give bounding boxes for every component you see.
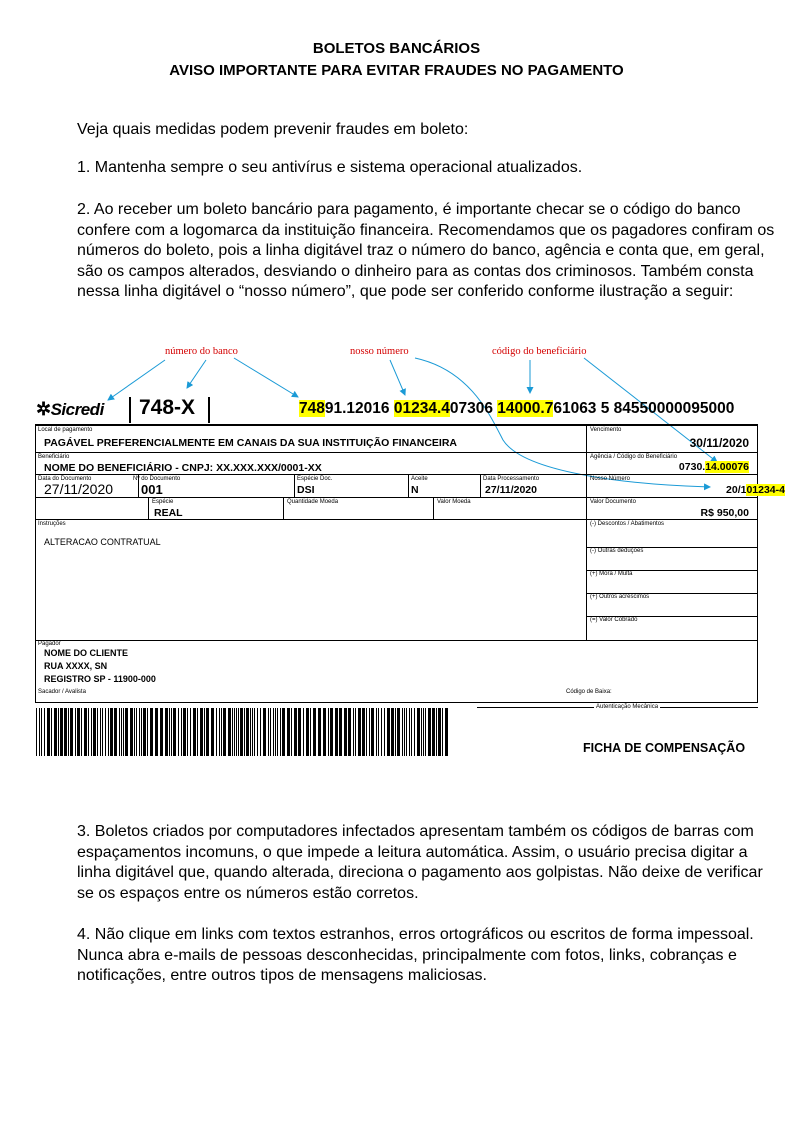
barcode-bar [193, 708, 196, 756]
barcode-bar [425, 708, 426, 756]
barcode-bar [143, 708, 146, 756]
barcode-bar [147, 708, 148, 756]
barcode-bar [384, 708, 385, 756]
pagador-label: Pagador [38, 641, 61, 647]
barcode-bar [369, 708, 370, 756]
barcode [36, 708, 450, 756]
divider [35, 497, 758, 498]
barcode-bar [93, 708, 96, 756]
barcode-bar [240, 708, 243, 756]
barcode-bar [108, 708, 109, 756]
barcode-bar [236, 708, 237, 756]
barcode-bar [134, 708, 135, 756]
barcode-bar [139, 708, 140, 756]
pagador-rua: RUA XXXX, SN [44, 661, 108, 671]
barcode-bar [438, 708, 441, 756]
barcode-bar [391, 708, 394, 756]
annotation-bank-number: número do banco [165, 346, 238, 357]
barcode-bar [277, 708, 278, 756]
barcode-bar [91, 708, 92, 756]
barcode-bar [60, 708, 63, 756]
barcode-bar [47, 708, 50, 756]
barcode-bar [200, 708, 203, 756]
barcode-bar [344, 708, 347, 756]
barcode-bar [353, 708, 354, 756]
digitable-beneficiary-code: 14000.7 [497, 400, 554, 417]
vencimento: 30/11/2020 [689, 436, 749, 450]
barcode-bar [114, 708, 117, 756]
mora-label: (+) Mora / Multa [590, 571, 633, 577]
barcode-bar [136, 708, 137, 756]
barcode-bar [310, 708, 311, 756]
barcode-bar [165, 708, 168, 756]
divider [208, 397, 210, 423]
nosso-numero-prefix: 20/1 [726, 484, 747, 496]
valor-documento-label: Valor Documento [590, 499, 636, 505]
valor-moeda-label: Valor Moeda [437, 499, 471, 505]
barcode-bar [282, 708, 285, 756]
beneficiario-label: Beneficiário [38, 454, 70, 460]
barcode-bar [432, 708, 435, 756]
digitable-bank-number: 748 [299, 400, 325, 417]
barcode-bar [130, 708, 133, 756]
item-2: 2. Ao receber um boleto bancário para pagamento, é importante checar se o código do banco confere com a logomarca da instituição financeira. Recomendamos que os pagadores confiram os números do boleto, pois a linha digitável traz o número do banco, agência e conta que, em geral, são os campos alterados, desviando o dinheiro para as contas dos criminosos. Também consta nessa linha digitável o “nosso número”, que pode ser conferido conforme ilustração a seguir: [77, 201, 775, 300]
barcode-bar [335, 708, 338, 756]
barcode-bar [169, 708, 170, 756]
digitable-part: 91.12016 [324, 400, 394, 417]
barcode-bar [436, 708, 437, 756]
barcode-bar [371, 708, 374, 756]
barcode-bar [378, 708, 379, 756]
document-title: BOLETOS BANCÁRIOS [312, 40, 481, 57]
divider [35, 452, 758, 453]
barcode-bar [88, 708, 89, 756]
descontos-label: (-) Descontos / Abatimentos [590, 521, 665, 527]
digitable-our-number: 01234.4 [393, 400, 450, 417]
barcode-bar [254, 708, 255, 756]
pagador-cidade: REGISTRO SP - 11900-000 [44, 674, 156, 684]
autenticacao-label: Autenticação Mecânica [596, 704, 659, 710]
divider [35, 640, 758, 641]
barcode-bar [100, 708, 101, 756]
beneficiario: NOME DO BENEFICIÁRIO - CNPJ: XX.XXX.XXX/0001-XX [44, 462, 322, 474]
barcode-bar [323, 708, 326, 756]
aceite-label: Aceite [411, 476, 428, 482]
barcode-bar [402, 708, 403, 756]
sacador-label: Sacador / Avalista [38, 689, 86, 695]
barcode-bar [397, 708, 400, 756]
barcode-bar [155, 708, 158, 756]
intro-text: Veja quais medidas podem prevenir fraudes em boleto: [77, 121, 469, 138]
barcode-bar [64, 708, 67, 756]
divider [283, 497, 284, 519]
digitable-line [299, 400, 734, 418]
barcode-bar [204, 708, 205, 756]
annotation-beneficiary-code: código do beneficiário [492, 346, 587, 357]
barcode-bar [362, 708, 365, 756]
item-4: 4. Não clique em links com textos estranhos, erros ortográficos ou escritos de forma impessoal. Nunca abra e-mails de pessoas desconhecidas, principalmente com fotos, links, cobranças e notificações, entre outros tipos de mensagens maliciosas. [77, 926, 754, 984]
num-documento-label: Nº do Documento [133, 476, 181, 482]
divider [148, 497, 149, 519]
barcode-bar [339, 708, 342, 756]
barcode-bar [328, 708, 329, 756]
barcode-bar [41, 708, 42, 756]
barcode-bar [263, 708, 266, 756]
barcode-bar [36, 708, 37, 756]
barcode-bar [423, 708, 424, 756]
barcode-bar [268, 708, 269, 756]
outros-acrescimos-label: (+) Outros acréscimos [590, 594, 650, 600]
barcode-bar [77, 708, 80, 756]
barcode-bar [190, 708, 191, 756]
barcode-bar [287, 708, 290, 756]
aceite: N [411, 484, 419, 496]
barcode-bar [291, 708, 292, 756]
barcode-bar [406, 708, 407, 756]
barcode-bar [238, 708, 239, 756]
barcode-bar [160, 708, 163, 756]
barcode-bar [232, 708, 233, 756]
barcode-bar [273, 708, 274, 756]
data-processamento: 27/11/2020 [485, 484, 537, 496]
barcode-bar [221, 708, 222, 756]
barcode-bar [141, 708, 142, 756]
barcode-bar [105, 708, 106, 756]
valor-documento: R$ 950,00 [700, 507, 749, 519]
barcode-bar [234, 708, 235, 756]
agencia-number: 0730. [678, 461, 706, 473]
vencimento-label: Vencimento [590, 427, 622, 433]
divider [480, 474, 481, 497]
barcode-bar [313, 708, 316, 756]
local-pagamento: PAGÁVEL PREFERENCIALMENTE EM CANAIS DA SUA INSTITUIÇÃO FINANCEIRA [44, 437, 458, 449]
divider [408, 474, 409, 497]
barcode-bar [119, 708, 120, 756]
barcode-bar [81, 708, 82, 756]
barcode-bar [228, 708, 231, 756]
barcode-bar [246, 708, 249, 756]
barcode-bar [381, 708, 382, 756]
especie-doc-label: Espécie Doc. [297, 476, 333, 482]
item-3: 3. Boletos criados por computadores infectados apresentam também os códigos de barras com espaçamentos incomuns, o que impede a leitura automática. Assim, o usuário precisa digitar a linha digitável que, quando alterada, direciona o pagamento aos golpistas. Não deixe de verificar se os espaços entre os números estão corretos. [77, 823, 763, 902]
arrow-to-our-number [390, 360, 405, 395]
barcode-bar [206, 708, 209, 756]
barcode-bar [110, 708, 113, 756]
barcode-bar [395, 708, 396, 756]
barcode-bar [84, 708, 87, 756]
barcode-bar [417, 708, 420, 756]
barcode-bar [387, 708, 390, 756]
barcode-bar [187, 708, 188, 756]
barcode-bar [68, 708, 69, 756]
barcode-bar [39, 708, 40, 756]
barcode-bar [125, 708, 128, 756]
barcode-bar [181, 708, 182, 756]
barcode-bar [294, 708, 297, 756]
barcode-bar [318, 708, 321, 756]
barcode-bar [348, 708, 351, 756]
barcode-bar [173, 708, 176, 756]
boleto-top-border [35, 424, 758, 426]
item-1: 1. Mantenha sempre o seu antivírus e sistema operacional atualizados. [77, 159, 583, 176]
divider [586, 424, 587, 640]
beneficiary-code-highlight: 14.00076 [705, 461, 749, 473]
arrow-to-bank-code [187, 360, 206, 388]
codigo-baixa-label: Código de Baixa: [566, 689, 612, 695]
barcode-bar [280, 708, 281, 756]
barcode-bar [44, 708, 45, 756]
barcode-bar [250, 708, 251, 756]
barcode-bar [421, 708, 422, 756]
agencia-label: Agência / Código do Beneficiário [590, 454, 678, 460]
barcode-bar [216, 708, 217, 756]
barcode-bar [121, 708, 122, 756]
barcode-bar [414, 708, 415, 756]
divider [129, 397, 131, 423]
document-subtitle: AVISO IMPORTANTE PARA EVITAR FRAUDES NO PAGAMENTO [169, 62, 624, 79]
divider [35, 519, 758, 520]
barcode-bar [445, 708, 448, 756]
especie-doc: DSI [297, 484, 315, 496]
barcode-bar [51, 708, 52, 756]
outras-deducoes-label: (-) Outras deduções [590, 548, 644, 554]
barcode-bar [330, 708, 333, 756]
barcode-bar [252, 708, 253, 756]
barcode-bar [75, 708, 76, 756]
digitable-part: 61063 5 84550000095000 [553, 400, 735, 417]
arrow-to-logo [108, 360, 165, 400]
pagador-nome: NOME DO CLIENTE [44, 648, 129, 658]
barcode-bar [211, 708, 214, 756]
data-processamento-label: Data Processamento [483, 476, 540, 482]
nosso-numero-label: Nosso Número [590, 476, 631, 482]
barcode-bar [223, 708, 226, 756]
barcode-bar [275, 708, 276, 756]
barcode-bar [366, 708, 367, 756]
sicredi-logo [36, 398, 104, 421]
annotation-our-number: nosso número [350, 346, 409, 357]
digitable-part: 07306 [449, 400, 498, 417]
barcode-bar [270, 708, 271, 756]
ficha-compensacao: FICHA DE COMPENSAÇÃO [583, 741, 746, 755]
barcode-bar [219, 708, 220, 756]
barcode-bar [358, 708, 361, 756]
barcode-bar [123, 708, 124, 756]
barcode-bar [306, 708, 309, 756]
quantidade-moeda-label: Quantidade Moeda [287, 499, 339, 505]
nosso-numero [726, 484, 785, 496]
barcode-bar [404, 708, 405, 756]
agencia-codigo [679, 461, 749, 473]
barcode-bar [298, 708, 301, 756]
divider [294, 474, 295, 497]
barcode-bar [183, 708, 186, 756]
barcode-bar [442, 708, 443, 756]
barcode-bar [54, 708, 57, 756]
valor-cobrado-label: (=) Valor Cobrado [590, 617, 638, 623]
data-documento-label: Data do Documento [38, 476, 92, 482]
divider [35, 474, 758, 475]
barcode-bar [303, 708, 304, 756]
barcode-bar [178, 708, 179, 756]
data-documento: 27/11/2020 [44, 481, 114, 497]
barcode-bar [376, 708, 377, 756]
barcode-bar [355, 708, 356, 756]
local-pagamento-label: Local de pagamento [38, 427, 93, 433]
sicredi-logo-text: Sicredi [50, 400, 104, 419]
barcode-bar [244, 708, 245, 756]
barcode-bar [97, 708, 98, 756]
especie: REAL [154, 507, 183, 519]
our-number-highlight: 01234-4 [746, 484, 785, 496]
barcode-bar [102, 708, 103, 756]
instrucoes: ALTERACAO CONTRATUAL [44, 537, 161, 547]
num-documento: 001 [141, 482, 163, 497]
especie-label: Espécie [152, 499, 174, 505]
barcode-bar [409, 708, 410, 756]
barcode-bar [70, 708, 73, 756]
instrucoes-label: Instruções [38, 521, 66, 527]
barcode-bar [257, 708, 258, 756]
barcode-bar [411, 708, 412, 756]
bank-code: 748-X [139, 396, 196, 419]
barcode-bar [58, 708, 59, 756]
barcode-bar [150, 708, 153, 756]
barcode-bar [260, 708, 261, 756]
sicredi-logo-icon: ✲ [36, 399, 51, 419]
barcode-bar [171, 708, 172, 756]
divider [433, 497, 434, 519]
barcode-bar [197, 708, 198, 756]
barcode-bar [428, 708, 431, 756]
arrow-to-bank-number [234, 358, 298, 397]
